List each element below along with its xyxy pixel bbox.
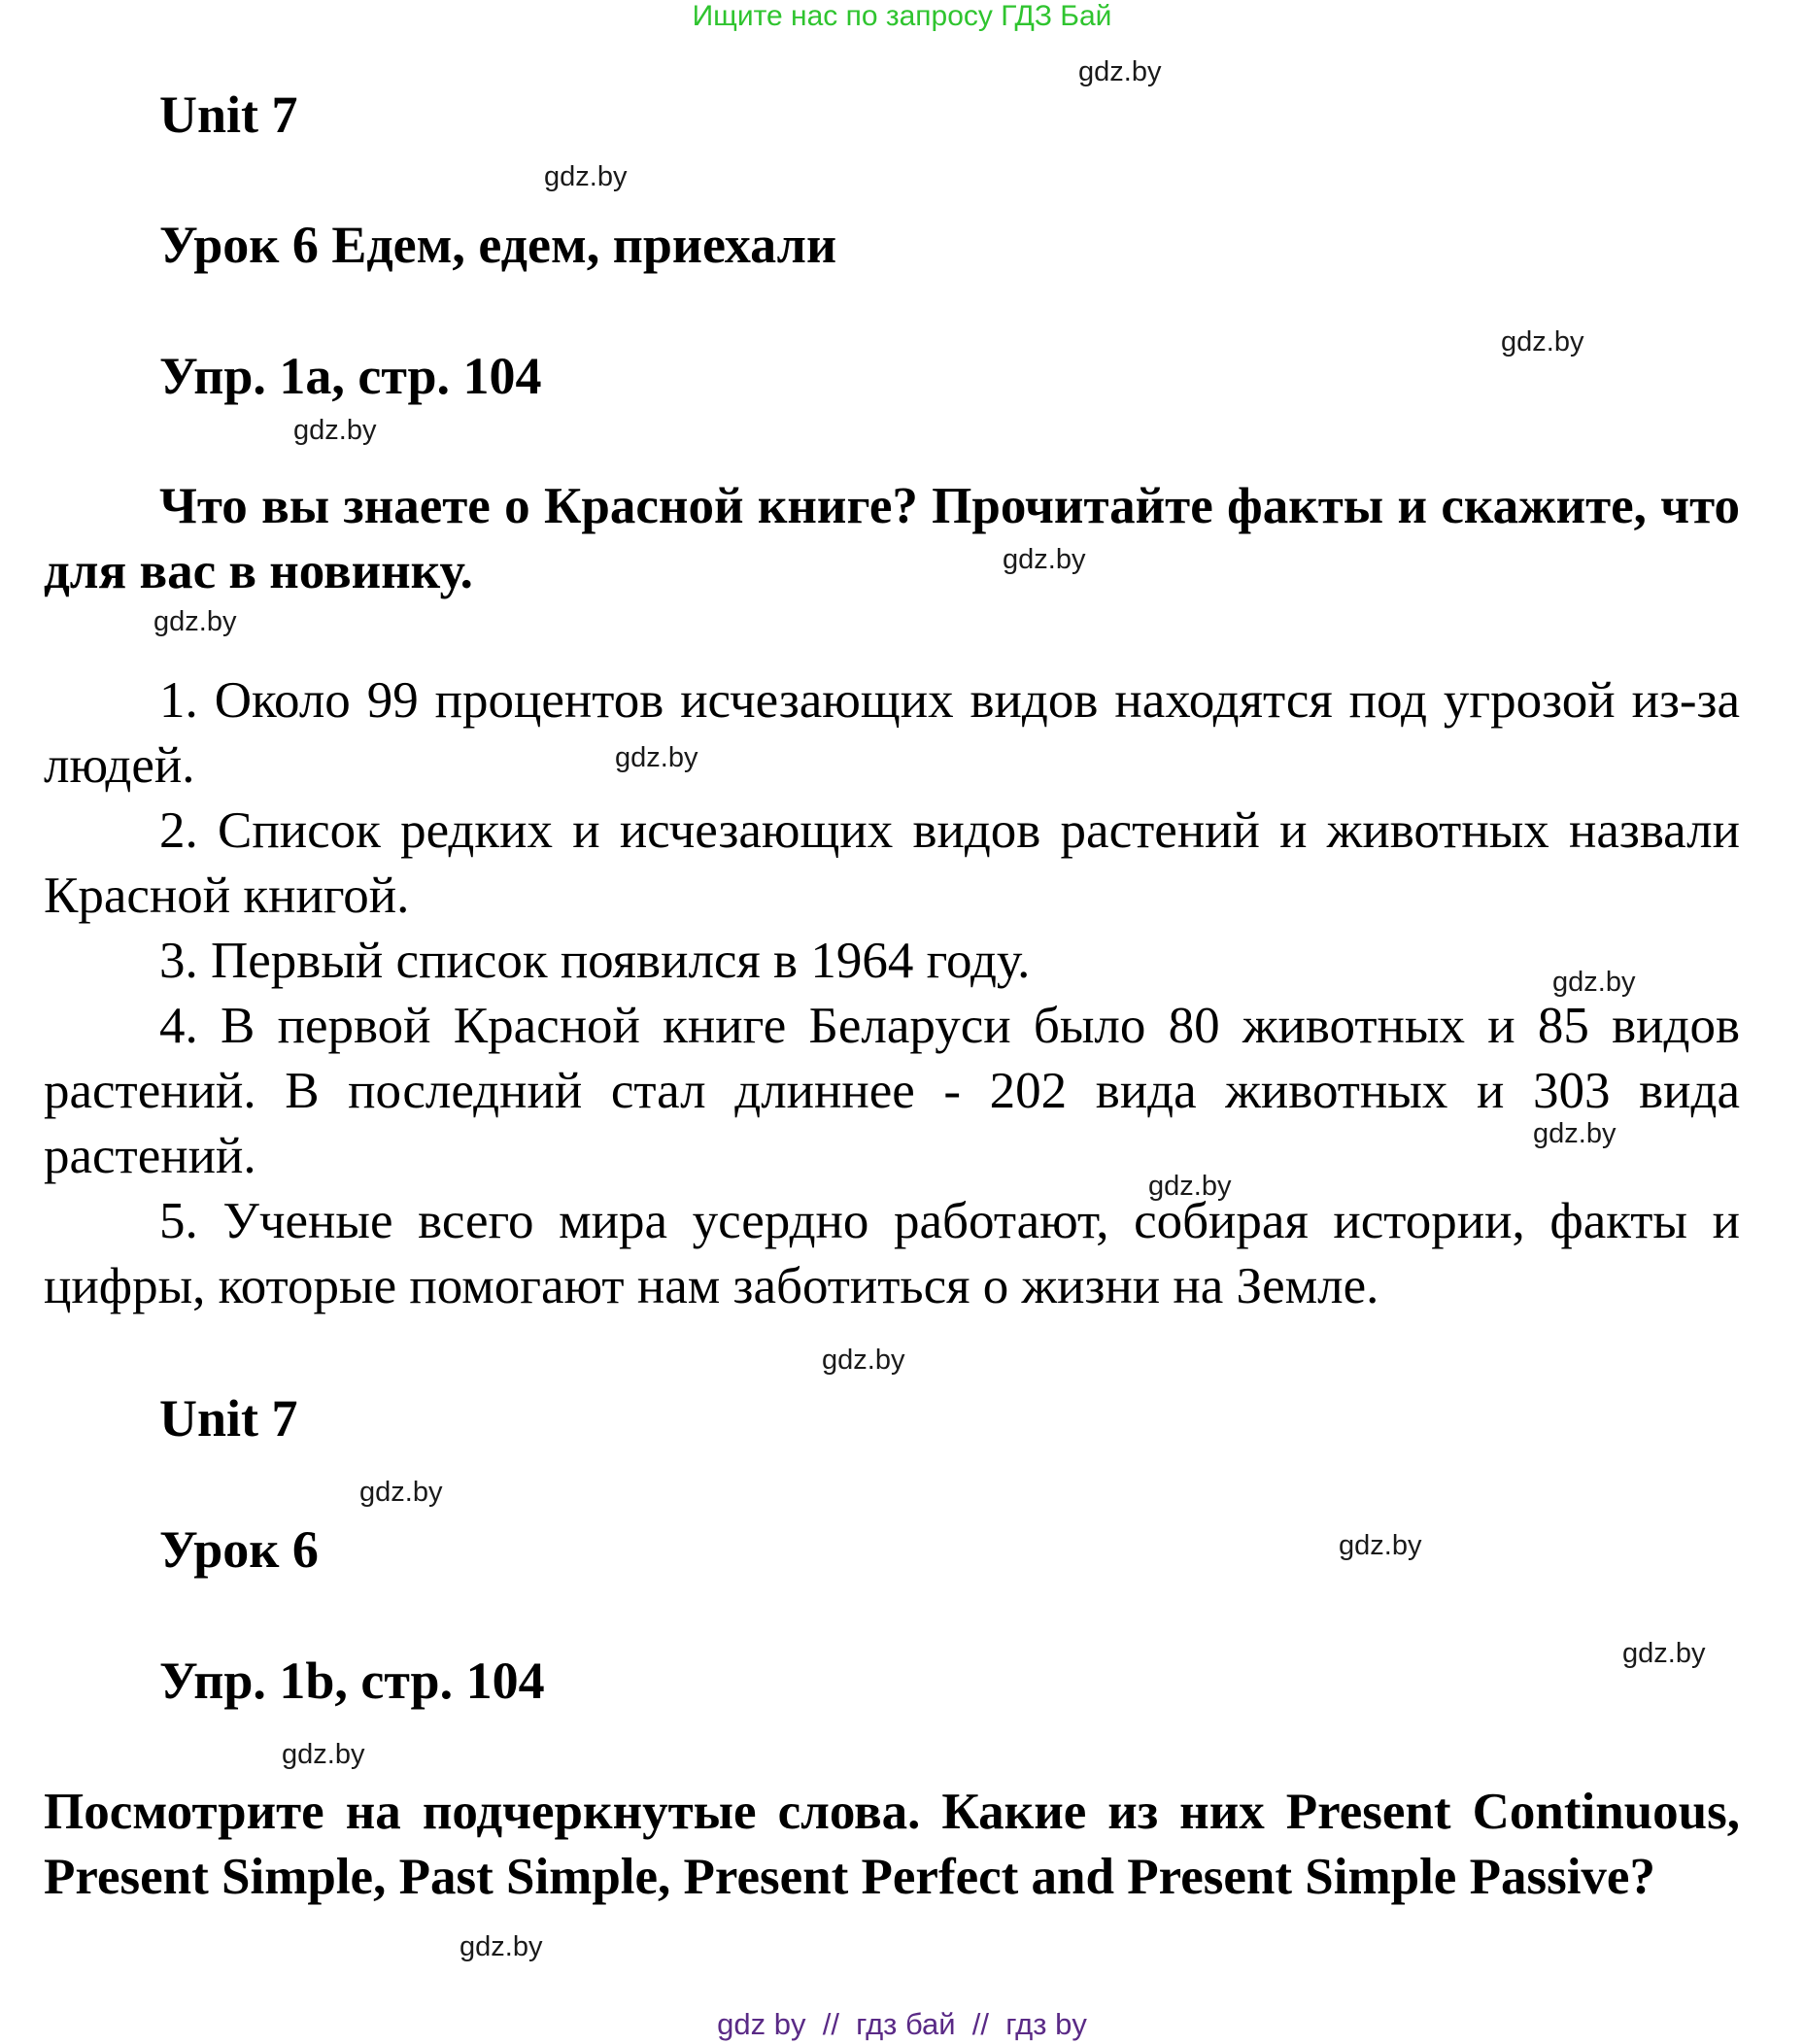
watermark: gdz.by — [1078, 56, 1162, 87]
watermark: gdz.by — [1622, 1638, 1706, 1669]
facts-list — [44, 668, 1740, 1319]
task-text-1a: Что вы знаете о Красной книге? Прочитайте факты и скажите, что для вас в новинку. — [44, 478, 1740, 599]
watermark: gdz.by — [1533, 1118, 1617, 1149]
fact-item: 3. Первый список появился в 1964 году. — [159, 933, 1031, 989]
lesson-title-1: Урок 6 Едем, едем, приехали — [159, 216, 837, 274]
fact-item: 2. Список редких и исчезающих видов растений и животных назвали Красной книгой. — [44, 802, 1740, 924]
fact-item: 4. В первой Красной книге Беларуси было 80 животных и 85 видов растений. В последний стал длиннее - 202 вида животных и 303 вида растений. — [44, 998, 1740, 1184]
footer-links: gdz by // гдз бай // гдз by — [717, 2007, 1087, 2041]
exercise-title-1a: Упр. 1a, стр. 104 — [159, 347, 542, 405]
watermark: gdz.by — [615, 742, 698, 773]
watermark: gdz.by — [460, 1931, 543, 1962]
unit-title-1: Unit 7 — [159, 85, 298, 144]
watermark: gdz.by — [293, 415, 377, 446]
task-text-1b: Посмотрите на подчеркнутые слова. Какие из них Present Continuous, Present Simple, Past Simple, Present Perfect and Present Simple Passive? — [44, 1784, 1740, 1905]
top-banner: Ищите нас по запросу ГДЗ Бай — [692, 0, 1112, 32]
watermark: gdz.by — [544, 161, 628, 192]
fact-item: 1. Около 99 процентов исчезающих видов находятся под угрозой из-за людей. — [44, 672, 1740, 794]
fact-item: 5. Ученые всего мира усердно работают, собирая истории, факты и цифры, которые помогают нам заботиться о жизни на Земле. — [44, 1193, 1740, 1314]
watermark: gdz.by — [153, 606, 237, 637]
watermark: gdz.by — [1552, 967, 1636, 998]
exercise-title-1b: Упр. 1b, стр. 104 — [159, 1652, 545, 1710]
watermark: gdz.by — [282, 1739, 365, 1770]
watermark: gdz.by — [1148, 1171, 1232, 1202]
watermark: gdz.by — [822, 1345, 905, 1376]
lesson-title-2: Урок 6 — [159, 1520, 319, 1579]
unit-title-2: Unit 7 — [159, 1389, 298, 1448]
watermark: gdz.by — [1003, 544, 1086, 575]
watermark: gdz.by — [359, 1477, 443, 1508]
watermark: gdz.by — [1339, 1530, 1422, 1561]
watermark: gdz.by — [1501, 326, 1584, 358]
